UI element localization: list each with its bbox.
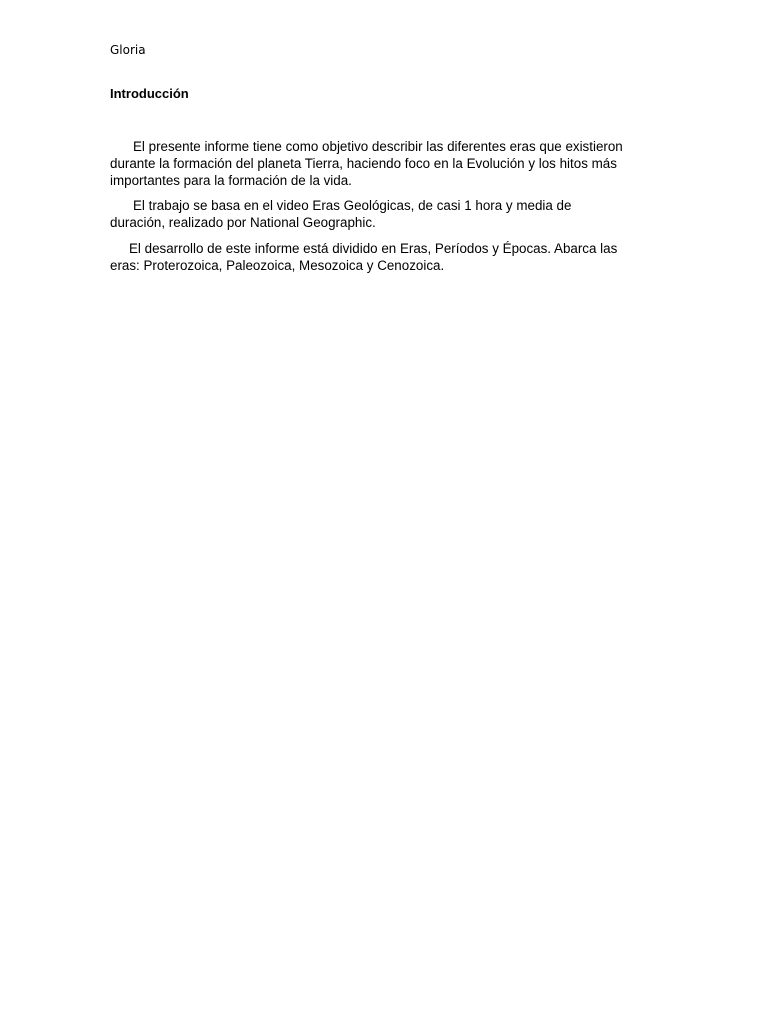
paragraph-2 [110, 197, 670, 231]
paragraph-line: durante la formación del planeta Tierra, haciendo foco en la Evolución y los hitos más [110, 156, 617, 171]
paragraph-line: El presente informe tiene como objetivo describir las diferentes eras que existieron [133, 139, 623, 154]
paragraph-line: El trabajo se basa en el video Eras Geológicas, de casi 1 hora y media de [133, 198, 572, 213]
paragraph-line: duración, realizado por National Geographic. [110, 215, 376, 230]
paragraph-1 [110, 138, 670, 189]
section-heading: Introducción [110, 86, 189, 101]
paragraph-line: eras: Proterozoica, Paleozoica, Mesozoica y Cenozoica. [110, 258, 445, 273]
paragraph-line: importantes para la formación de la vida. [110, 173, 352, 188]
author-name: Gloria [110, 43, 146, 57]
paragraph-3 [110, 240, 670, 274]
paragraph-line: El desarrollo de este informe está dividido en Eras, Períodos y Épocas. Abarca las [129, 241, 618, 256]
